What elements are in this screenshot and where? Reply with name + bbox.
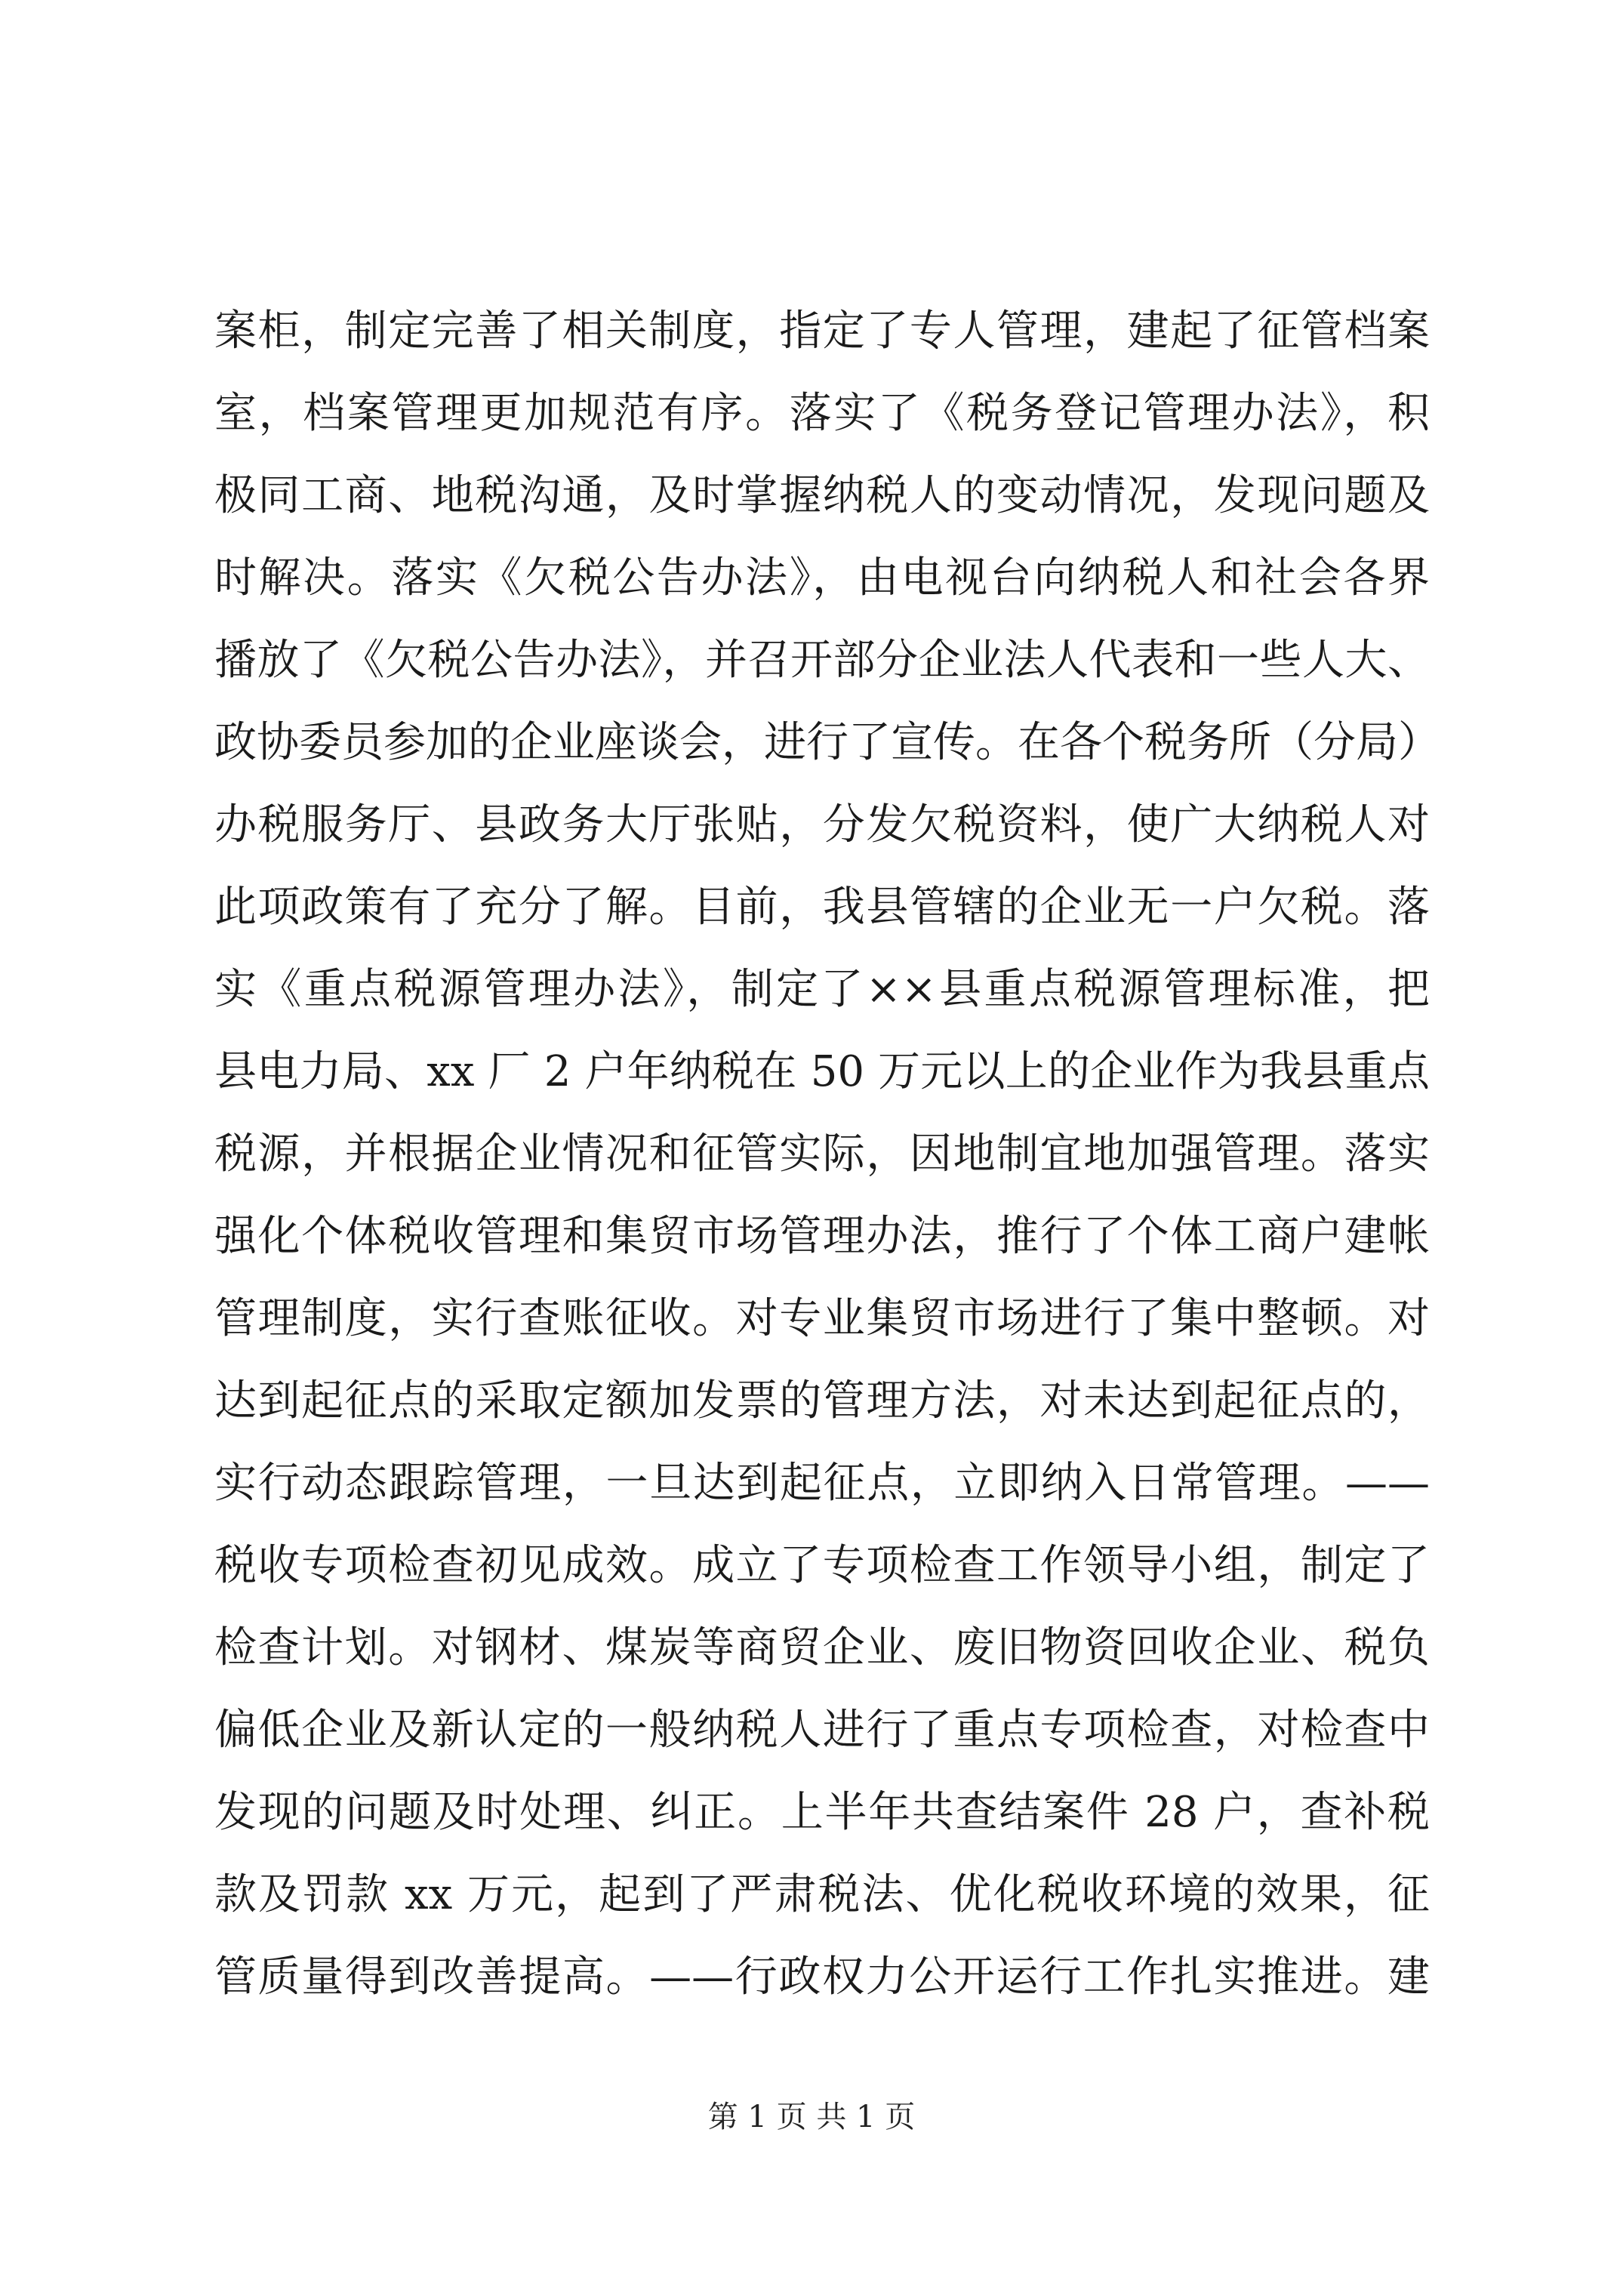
text-line: 室，档案管理更加规范有序。落实了《税务登记管理办法》，积 [214,389,1430,438]
text-line: 播放了《欠税公告办法》，并召开部分企业法人代表和一些人大、 [214,636,1430,685]
text-line: 检查计划。对钢材、煤炭等商贸企业、废旧物资回收企业、税负 [214,1623,1430,1672]
text-line: 实行动态跟踪管理，一旦达到起征点，立即纳入日常管理。—— [214,1459,1430,1508]
text-line: 款及罚款 xx 万元，起到了严肃税法、优化税收环境的效果，征 [214,1870,1430,1919]
text-line: 极同工商、地税沟通，及时掌握纳税人的变动情况，发现问题及 [214,471,1430,520]
body-text [214,290,1440,2018]
text-line: 管质量得到改善提高。——行政权力公开运行工作扎实推进。建 [214,1952,1430,2002]
text-line: 偏低企业及新认定的一般纳税人进行了重点专项检查，对检查中 [214,1706,1430,1755]
text-line: 政协委员参加的企业座谈会，进行了宣传。在各个税务所（分局） [214,718,1440,767]
text-line: 此项政策有了充分了解。目前，我县管辖的企业无一户欠税。落 [214,883,1430,932]
text-line: 税源，并根据企业情况和征管实际，因地制宜地加强管理。落实 [214,1130,1430,1179]
text-line: 时解决。落实《欠税公告办法》，由电视台向纳税人和社会各界 [214,553,1430,603]
text-line: 发现的问题及时处理、纠正。上半年共查结案件 28 户，查补税 [214,1788,1431,1837]
text-line: 县电力局、xx 厂 2 户年纳税在 50 万元以上的企业作为我县重点 [214,1047,1430,1096]
text-line: 办税服务厅、县政务大厅张贴，分发欠税资料，使广大纳税人对 [214,800,1430,849]
text-line: 实《重点税源管理办法》，制定了××县重点税源管理标准，把 [214,965,1430,1014]
text-line: 强化个体税收管理和集贸市场管理办法，推行了个体工商户建帐 [214,1212,1430,1261]
text-line: 达到起征点的采取定额加发票的管理方法，对未达到起征点的， [214,1376,1430,1425]
text-line: 税收专项检查初见成效。成立了专项检查工作领导小组，制定了 [214,1541,1430,1590]
page-footer: 第 1 页 共 1 页 [707,2100,916,2134]
text-line: 案柜，制定完善了相关制度，指定了专人管理，建起了征管档案 [214,307,1430,356]
text-line: 管理制度，实行查账征收。对专业集贸市场进行了集中整顿。对 [214,1294,1430,1343]
